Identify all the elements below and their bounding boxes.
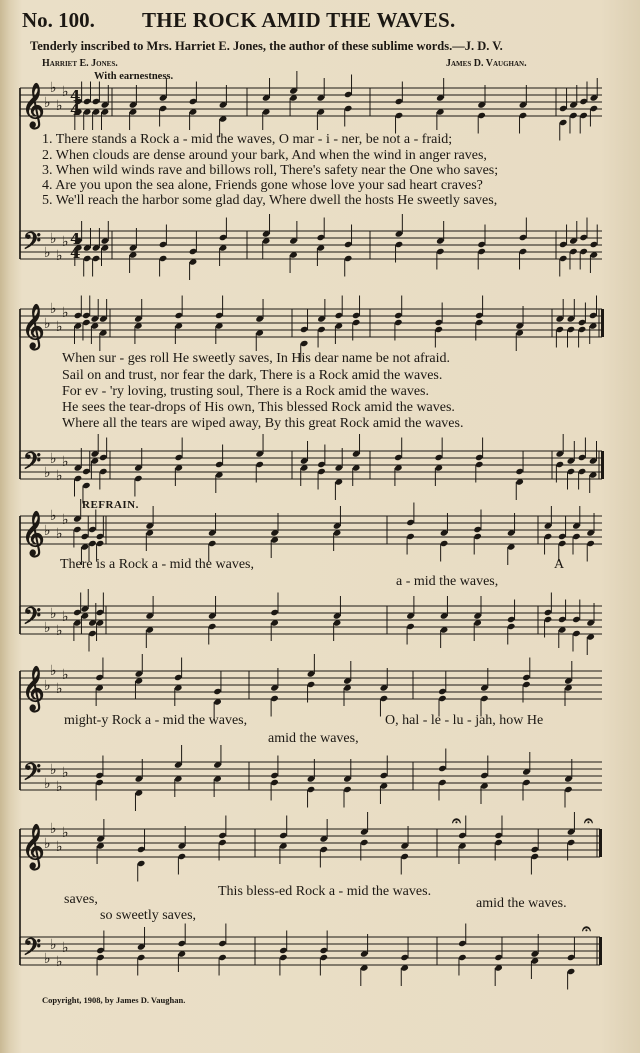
key-flat: ♭	[62, 512, 69, 528]
refrain-line-2-tail: O, hal - le - lu - jah, how He	[385, 713, 544, 728]
bass-clef: 𝄢	[23, 933, 42, 966]
fermata: 𝄐	[452, 811, 461, 830]
refrain-line-1-lyrics: There is a Rock a - mid the waves,	[60, 557, 254, 572]
verse-4-line-1: 4. Are you upon the sea alone, Friends gone whose love your sad heart craves?	[42, 178, 483, 193]
time-signature: 4	[70, 87, 81, 105]
treble-clef: 𝄞	[22, 510, 45, 555]
key-flat: ♭	[50, 762, 57, 778]
refrain-label: REFRAIN.	[82, 499, 139, 511]
composer: James D. Vaughan.	[446, 58, 527, 69]
refrain-line-2-echo: amid the waves,	[268, 731, 359, 746]
key-flat: ♭	[62, 940, 69, 956]
key-flat: ♭	[44, 776, 51, 792]
key-flat: ♭	[44, 836, 51, 852]
verse-2-line-1: 2. When clouds are dense around your bark, And when the wind in anger raves,	[42, 148, 487, 163]
key-flat: ♭	[50, 80, 57, 96]
key-flat: ♭	[62, 609, 69, 625]
time-signature: 4	[70, 230, 81, 248]
time-signature: 4	[70, 101, 81, 119]
key-flat: ♭	[50, 663, 57, 679]
key-flat: ♭	[56, 681, 63, 697]
verse-5-line-1: 5. We'll reach the harbor some glad day, Where dwell the hosts He sweetly saves,	[42, 193, 498, 208]
bass-clef: 𝄢	[23, 447, 42, 480]
lyricist: Harriet E. Jones.	[42, 58, 118, 69]
bass-clef: 𝄢	[23, 602, 42, 635]
key-flat: ♭	[44, 951, 51, 967]
verse-2-line-2: Sail on and trust, nor fear the dark, There is a Rock amid the waves.	[62, 368, 443, 383]
copyright: Copyright, 1908, by James D. Vaughan.	[42, 995, 186, 1005]
time-signature: 4	[70, 244, 81, 262]
final-bar	[599, 829, 602, 857]
key-flat: ♭	[44, 523, 51, 539]
key-flat: ♭	[62, 234, 69, 250]
key-flat: ♭	[56, 319, 63, 335]
refrain-line-1-tail: A	[554, 557, 565, 572]
key-flat: ♭	[62, 667, 69, 683]
key-flat: ♭	[44, 620, 51, 636]
key-flat: ♭	[56, 248, 63, 264]
refrain-line-2-lyrics: might-y Rock a - mid the waves,	[64, 713, 248, 728]
key-flat: ♭	[62, 305, 69, 321]
key-flat: ♭	[62, 825, 69, 841]
refrain-line-3-lyrics: saves,	[64, 892, 98, 907]
refrain-line-3-mid: This bless-ed Rock a - mid the waves.	[218, 884, 432, 899]
key-flat: ♭	[56, 839, 63, 855]
key-flat: ♭	[56, 623, 63, 639]
final-bar	[601, 451, 604, 479]
verse-4-line-2: He sees the tear-drops of His own, This blessed Rock amid the waves.	[62, 400, 455, 415]
fermata: 𝄐	[584, 811, 593, 830]
key-flat: ♭	[44, 678, 51, 694]
verse-1-line-2: When sur - ges roll He sweetly saves, In His dear name be not afraid.	[62, 351, 450, 366]
key-flat: ♭	[50, 231, 57, 247]
key-flat: ♭	[44, 465, 51, 481]
key-flat: ♭	[50, 821, 57, 837]
key-flat: ♭	[50, 937, 57, 953]
verse-3-line-1: 3. When wild winds rave and billows roll, There's safety near the One who saves;	[42, 163, 499, 178]
bass-clef: 𝄢	[23, 227, 42, 260]
verse-3-line-2: For ev - 'ry loving, trusting soul, There is a Rock amid the waves.	[62, 384, 429, 399]
treble-clef: 𝄞	[22, 823, 45, 868]
key-flat: ♭	[44, 245, 51, 261]
key-flat: ♭	[62, 454, 69, 470]
hymn-title: THE ROCK AMID THE WAVES.	[142, 8, 456, 32]
key-flat: ♭	[56, 779, 63, 795]
dedication: Tenderly inscribed to Mrs. Harriet E. Jones, the author of these sublime words.—J. D. V.	[30, 39, 503, 53]
key-flat: ♭	[62, 765, 69, 781]
key-flat: ♭	[44, 316, 51, 332]
refrain-line-3-end: amid the waves.	[476, 896, 567, 911]
key-flat: ♭	[56, 468, 63, 484]
refrain-line-3-echo: so sweetly saves,	[100, 908, 197, 923]
key-flat: ♭	[56, 954, 63, 970]
key-flat: ♭	[50, 508, 57, 524]
key-flat: ♭	[50, 301, 57, 317]
tempo-marking: With earnestness.	[94, 71, 174, 82]
hymn-number: No. 100.	[22, 8, 95, 32]
verse-1-line-1: 1. There stands a Rock a - mid the waves, O mar - i - ner, be not a - fraid;	[42, 132, 453, 147]
refrain-line-1-echo: a - mid the waves,	[396, 574, 499, 589]
key-flat: ♭	[50, 606, 57, 622]
bass-clef: 𝄢	[23, 758, 42, 791]
final-bar	[599, 937, 602, 965]
verse-5-line-2: Where all the tears are wiped away, By this great Rock amid the waves.	[62, 416, 464, 431]
key-flat: ♭	[62, 84, 69, 100]
final-bar	[601, 309, 604, 337]
key-flat: ♭	[56, 98, 63, 114]
key-flat: ♭	[44, 95, 51, 111]
key-flat: ♭	[50, 451, 57, 467]
treble-clef: 𝄞	[22, 82, 45, 127]
key-flat: ♭	[56, 526, 63, 542]
fermata: 𝄐	[582, 919, 591, 938]
treble-clef: 𝄞	[22, 665, 45, 710]
treble-clef: 𝄞	[22, 303, 45, 348]
